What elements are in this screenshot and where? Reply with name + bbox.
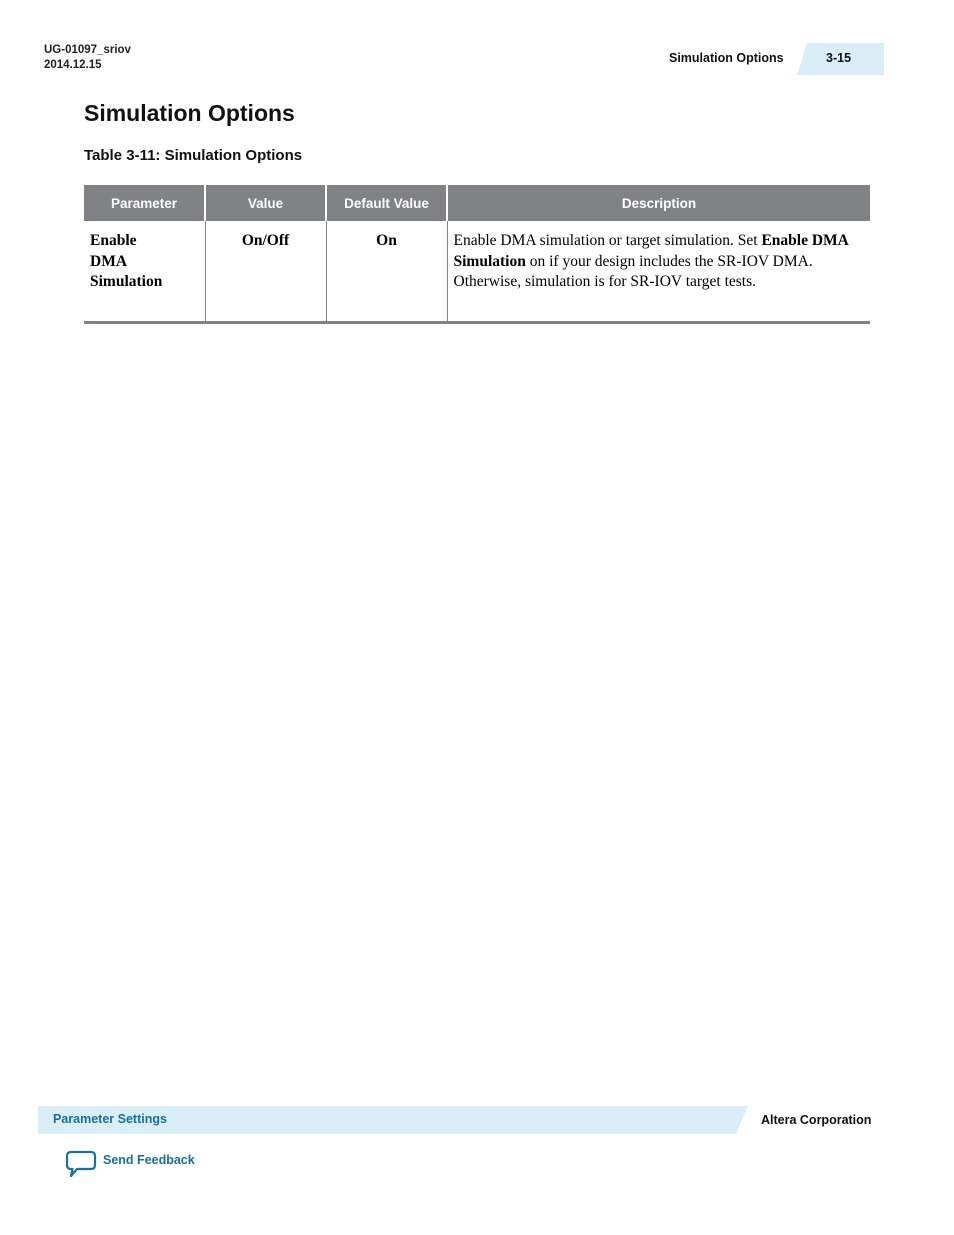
cell-description [447, 221, 870, 323]
page-number: 3-15 [826, 51, 852, 65]
table-row [84, 221, 870, 323]
parameter-line: Enable [90, 232, 137, 249]
cell-parameter [84, 221, 205, 323]
table-header-row [84, 185, 870, 221]
description-text: Enable DMA simulation or target simulation. Set [453, 232, 762, 249]
footer-section-link[interactable]: Parameter Settings [53, 1112, 167, 1126]
cell-value: On/Off [205, 221, 326, 323]
cell-default-value: On [326, 221, 447, 323]
speech-bubble-icon[interactable] [65, 1150, 97, 1178]
doc-date: 2014.12.15 [44, 59, 102, 71]
column-header-description: Description [447, 185, 870, 221]
send-feedback-link[interactable]: Send Feedback [103, 1153, 195, 1167]
header-section-title: Simulation Options [669, 51, 784, 65]
footer-company: Altera Corporation [761, 1113, 872, 1127]
doc-identifier [44, 43, 131, 73]
column-header-value: Value [205, 185, 326, 221]
simulation-options-table [84, 185, 870, 324]
description-emphasis: Enable DMA Simulation [453, 232, 849, 270]
parameter-line: Simulation [90, 273, 163, 290]
doc-id: UG-01097_sriov [44, 44, 131, 56]
parameter-line: DMA [90, 252, 128, 270]
table-caption: Table 3-11: Simulation Options [84, 147, 303, 164]
column-header-default-value: Default Value [326, 185, 447, 221]
page-title: Simulation Options [84, 100, 295, 126]
column-header-parameter: Parameter [84, 185, 205, 221]
description-text: on if your design includes the SR-IOV DMA. Otherwise, simulation is for SR-IOV target tests. [453, 252, 813, 290]
